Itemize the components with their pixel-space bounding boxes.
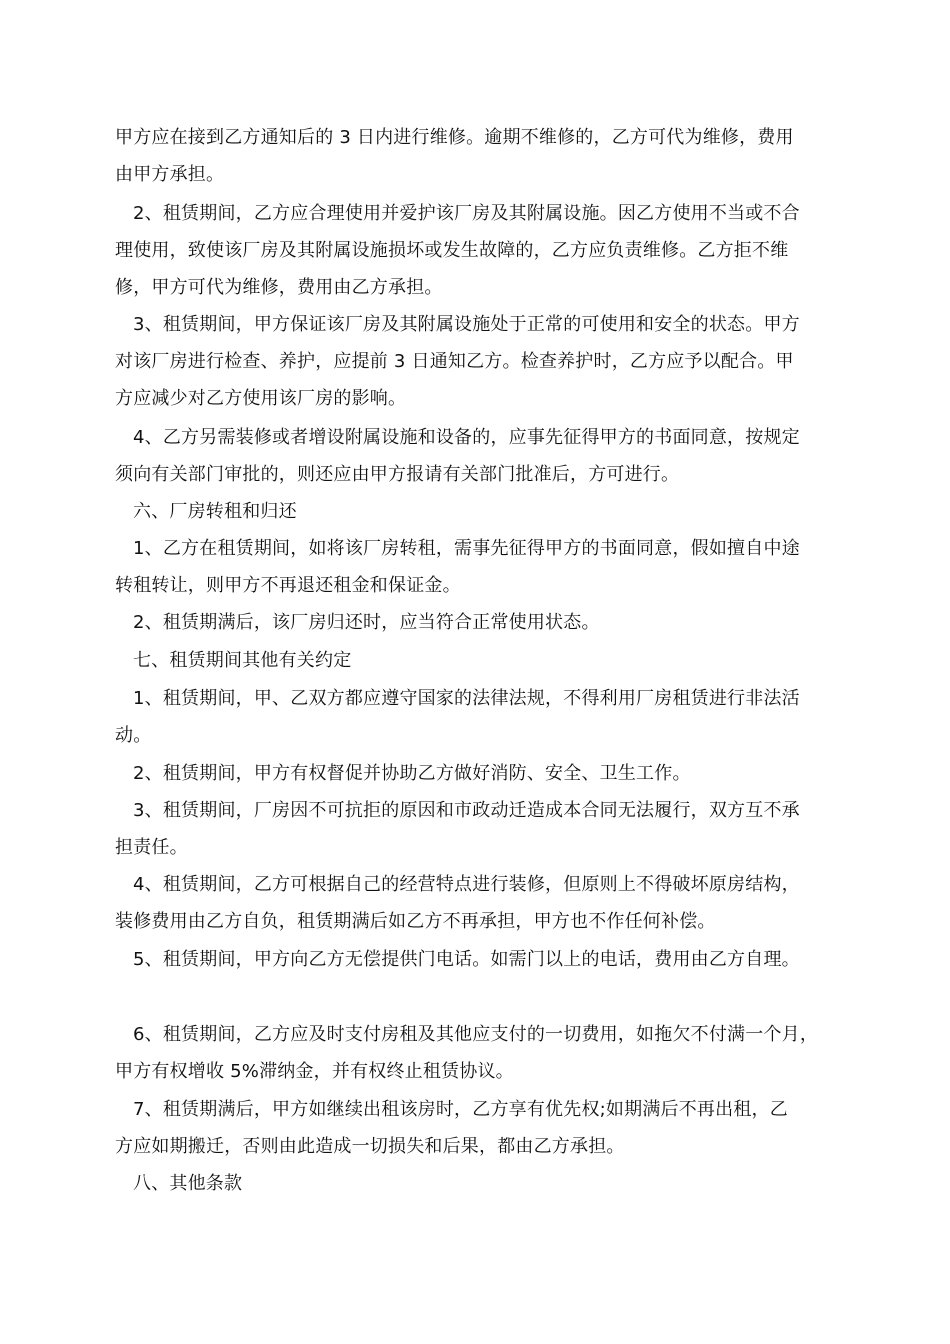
text-line: 装修费用由乙方自负，租赁期满后如乙方不再承担，甲方也不作任何补偿。 bbox=[115, 911, 716, 932]
text-line: 1、乙方在租赁期间，如将该厂房转租，需事先征得甲方的书面同意，假如擅自中途 bbox=[133, 538, 800, 559]
text-line: 5、租赁期间，甲方向乙方无偿提供门电话。如需门以上的电话，费用由乙方自理。 bbox=[133, 949, 800, 970]
section-heading-other-agreements bbox=[115, 642, 845, 679]
text-line: 甲方有权增收 5%滞纳金，并有权终止租赁协议。 bbox=[115, 1061, 514, 1082]
text-line: 由甲方承担。 bbox=[115, 164, 225, 185]
text-line: 7、租赁期满后，甲方如继续出租该房时，乙方享有优先权;如期满后不再出租，乙 bbox=[133, 1099, 788, 1120]
text-line: 须向有关部门审批的，则还应由甲方报请有关部门批准后，方可进行。 bbox=[115, 464, 680, 485]
text-line: 2、租赁期间，乙方应合理使用并爱护该厂房及其附属设施。因乙方使用不当或不合 bbox=[133, 203, 800, 224]
text-line: 6、租赁期间，乙方应及时支付房租及其他应支付的一切费用，如拖欠不付满一个月， bbox=[133, 1024, 819, 1045]
paragraph-agreement-5 bbox=[115, 941, 845, 978]
text-line: 3、租赁期间，厂房因不可抗拒的原因和市政动迁造成本合同无法履行，双方互不承 bbox=[133, 800, 800, 821]
section-heading-sublease bbox=[115, 493, 845, 530]
text-line: 转租转让，则甲方不再退还租金和保证金。 bbox=[115, 575, 461, 596]
text-line: 1、租赁期间，甲、乙双方都应遵守国家的法律法规，不得利用厂房租赁进行非法活 bbox=[133, 688, 800, 709]
paragraph-agreement-2 bbox=[115, 755, 845, 792]
text-line: 担责任。 bbox=[115, 837, 188, 858]
text-line: 4、乙方另需装修或者增设附属设施和设备的，应事先征得甲方的书面同意，按规定 bbox=[133, 427, 800, 448]
text-line: 理使用，致使该厂房及其附属设施损坏或发生故障的，乙方应负责维修。乙方拒不维 bbox=[115, 240, 789, 261]
paragraph-clause-3-safety bbox=[115, 306, 845, 417]
section-heading-other-terms bbox=[115, 1165, 845, 1202]
text-line: 六、厂房转租和归还 bbox=[133, 501, 297, 522]
paragraph-agreement-4 bbox=[115, 866, 845, 940]
text-line: 修，甲方可代为维修，费用由乙方承担。 bbox=[115, 277, 443, 298]
text-line: 2、租赁期满后，该厂房归还时，应当符合正常使用状态。 bbox=[133, 612, 600, 633]
paragraph-agreement-7 bbox=[115, 1091, 845, 1165]
paragraph-clause-2-maintenance bbox=[115, 195, 845, 306]
text-line: 动。 bbox=[115, 725, 152, 746]
paragraph-agreement-6 bbox=[115, 1016, 845, 1090]
text-line: 4、租赁期间，乙方可根据自己的经营特点进行装修，但原则上不得破坏原房结构， bbox=[133, 874, 800, 895]
text-line: 八、其他条款 bbox=[133, 1173, 243, 1194]
paragraph-agreement-1 bbox=[115, 680, 845, 754]
text-line: 方应如期搬迁，否则由此造成一切损失和后果，都由乙方承担。 bbox=[115, 1136, 625, 1157]
paragraph-repair-continuation bbox=[115, 119, 845, 193]
text-line: 七、租赁期间其他有关约定 bbox=[133, 650, 352, 671]
text-line: 3、租赁期间，甲方保证该厂房及其附属设施处于正常的可使用和安全的状态。甲方 bbox=[133, 314, 800, 335]
text-line: 方应减少对乙方使用该厂房的影响。 bbox=[115, 388, 407, 409]
text-line: 对该厂房进行检查、养护，应提前 3 日通知乙方。检查养护时，乙方应予以配合。甲 bbox=[115, 351, 794, 372]
paragraph-agreement-3 bbox=[115, 792, 845, 866]
paragraph-clause-4-renovation bbox=[115, 419, 845, 493]
paragraph-sublease-1 bbox=[115, 530, 845, 604]
text-line: 甲方应在接到乙方通知后的 3 日内进行维修。逾期不维修的，乙方可代为维修，费用 bbox=[115, 127, 794, 148]
paragraph-sublease-2 bbox=[115, 604, 845, 641]
text-line: 2、租赁期间，甲方有权督促并协助乙方做好消防、安全、卫生工作。 bbox=[133, 763, 691, 784]
